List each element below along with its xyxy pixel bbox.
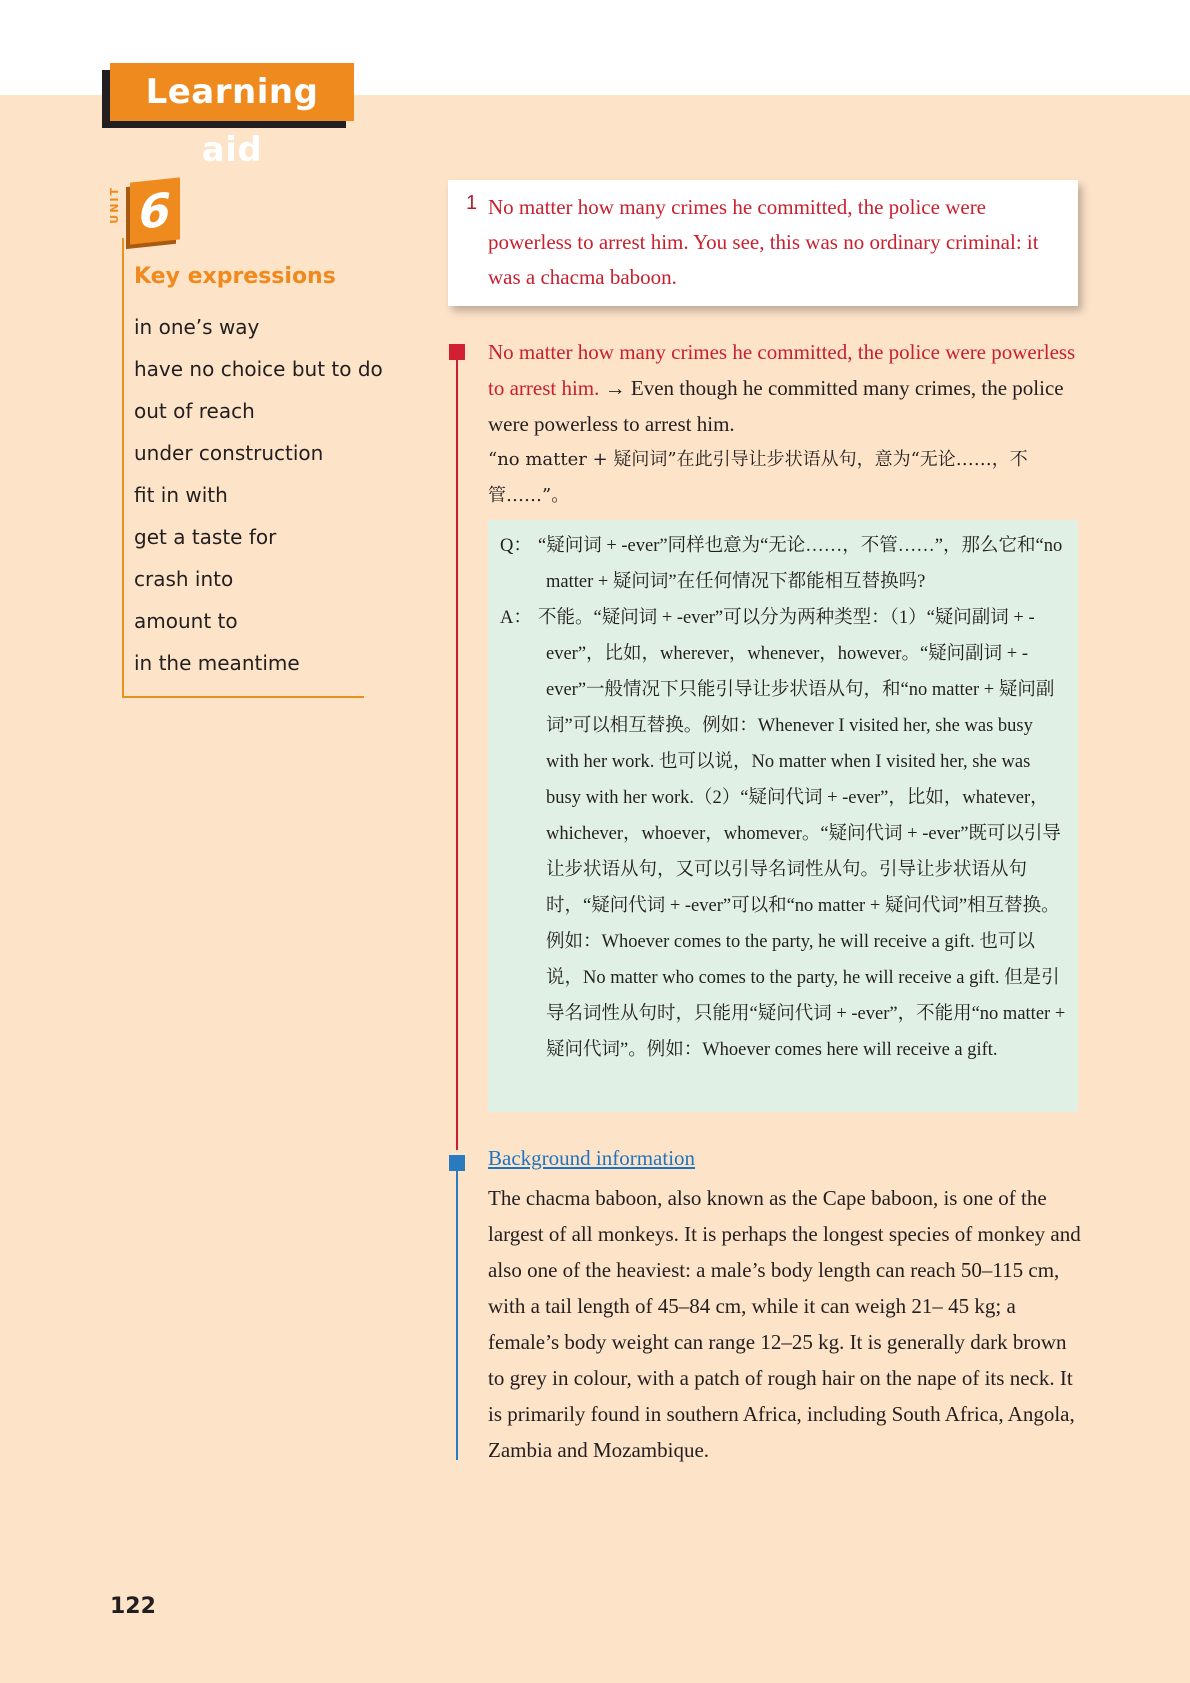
key-expression-item: in the meantime	[134, 651, 300, 675]
key-expressions-title: Key expressions	[134, 264, 336, 289]
page-number: 122	[110, 1594, 156, 1619]
answer-label: A：	[500, 608, 532, 628]
unit-number-badge: 6	[130, 177, 180, 244]
note-paraphrase: Even though he committed many crimes, the police were powerless to arrest him.	[488, 376, 1064, 436]
note-rule-red	[456, 350, 458, 1150]
key-expression-item: amount to	[134, 609, 238, 633]
question-label: Q：	[500, 536, 532, 556]
key-expression-item: out of reach	[134, 399, 255, 423]
qa-box	[488, 520, 1078, 1112]
callout-text: No matter how many crimes he committed, the police were powerless to arrest him. You see, this was no ordinary criminal: it was a chacma baboon.	[488, 195, 1039, 289]
key-expressions-list	[134, 310, 383, 688]
key-expression-item: have no choice but to do	[134, 357, 383, 381]
note-quoted-sentence: No matter how many crimes he committed, the police were powerless to arrest him.	[488, 340, 1076, 400]
key-expression-item: crash into	[134, 567, 234, 591]
key-expression-item: under construction	[134, 441, 324, 465]
note-marker-red	[449, 344, 465, 360]
question-text: “疑问词 + -ever”同样也意为“无论……，不管……”，那么它和“no matter + 疑问词”在任何情况下都能相互替换吗?	[538, 536, 1063, 592]
note-marker-blue	[449, 1155, 465, 1171]
key-expression-item: fit in with	[134, 483, 228, 507]
background-info-title: Background information	[488, 1146, 696, 1170]
unit-label	[108, 186, 122, 224]
note-chinese-explanation: “no matter + 疑问词”在此引导让步状语从句，意为“无论……，不管……”。	[488, 449, 1028, 506]
quote-callout	[448, 180, 1078, 306]
arrow-icon: →	[599, 376, 631, 400]
background-info-text: The chacma baboon, also known as the Cape baboon, is one of the largest of all monkeys. It is perhaps the longest species of monkey and also one of the heaviest: a male’s body length can reach 50–115 cm, with a tail length of 45–84 cm, while it can weigh 21– 45 kg; a female’s body weight can range 12–25 kg. It is generally dark brown to grey in colour, with a patch of rough hair on the nape of its neck. It is primarily found in southern Africa, including South Africa, Angola, Zambia and Mozambique.	[488, 1186, 1081, 1462]
callout-number: 1	[466, 192, 478, 214]
unit-label-text: UNIT	[108, 186, 121, 224]
note-rule-blue	[456, 1160, 458, 1460]
key-expression-item: in one’s way	[134, 315, 260, 339]
answer-text: 不能。“疑问词 + -ever”可以分为两种类型：（1）“疑问副词 + -ever”，比如，wherever，whenever，however。“疑问副词 + -ever”一般情况下只能引导让步状语从句，和“no matter + 疑问副词”可以相互替换。例如：Whenever I visited her, she was busy with her work. 也可以说，No matter when I visited her, she was busy with her work.（2）“疑问代词 + -ever”，比如，whatever，whichever，whoever，whomever。“疑问代词 + -ever”既可以引导让步状语从句，又可以引导名词性从句。引导让步状语从句时，“疑问代词 + -ever”可以和“no matter + 疑问代词”相互替换。例如：Whoever comes to the party, he will receive a gift. 也可以说，No matter who comes to the party, he will receive a gift. 但是引导名词性从句时，只能用“疑问代词 + -ever”，不能用“no matter + 疑问代词”。例如：Whoever comes here will receive a gift.	[538, 608, 1066, 1060]
key-expression-item: get a taste for	[134, 525, 277, 549]
grammar-note	[488, 334, 1080, 514]
section-tab: Learning aid	[110, 63, 354, 121]
